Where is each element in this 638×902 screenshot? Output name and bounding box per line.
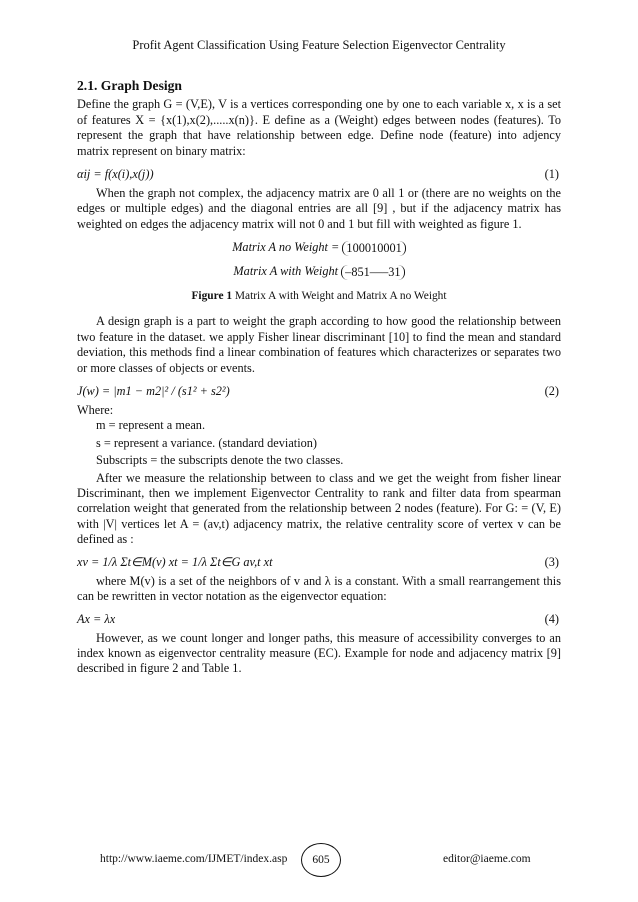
matrix-row <box>383 241 401 256</box>
page-number: 605 <box>301 843 341 877</box>
matrix-row <box>365 241 383 256</box>
matrix-row <box>345 265 363 280</box>
matrix-cell: 1 <box>395 240 402 255</box>
figure-1-text: Matrix A with Weight and Matrix A no Weight <box>232 290 447 302</box>
equation-1-formula: αij = f(x(i),x(j)) <box>77 167 154 182</box>
paragraph-neighbors: where M(v) is a set of the neighbors of v and λ is a constant. With a small rearrangement this can be rewritten in vector notation as the eigenvector equation: <box>77 573 561 604</box>
figure-1-caption <box>77 289 561 304</box>
equation-2-number: (2) <box>544 384 559 399</box>
matrix-cell: – <box>369 264 376 279</box>
matrix-cell: – <box>345 264 352 279</box>
equation-4-formula: Ax = λx <box>77 611 116 626</box>
paragraph-accessibility: However, as we count longer and longer paths, this measure of accessibility converges to an index known as eigenvector centrality measure (EC). Example for node and adjacency matrix [9] described in figure 2 and Table 1. <box>77 630 561 676</box>
matrix-with-weight <box>77 264 561 280</box>
equation-4 <box>77 612 561 631</box>
equation-3 <box>77 555 561 574</box>
equation-4-number: (4) <box>544 611 559 626</box>
matrix-with-weight-grid <box>341 265 404 280</box>
paragraph-design-graph: A design graph is a part to weight the graph according to how good the relationship between two feature in the dataset. we apply Fisher linear discriminant [10] to find the mean and standard deviation, this methods find a linear combination of features which characterizes or separates two or more classes of objects or events. <box>77 314 561 375</box>
section-title: 2.1. Graph Design <box>77 78 182 93</box>
equation-1-number: (1) <box>544 167 559 182</box>
equation-3-number: (3) <box>544 554 559 569</box>
matrix-cell: 1 <box>363 264 370 279</box>
where-list <box>96 418 561 468</box>
paragraph-eigenvector: After we measure the relationship between to class and we get the weight from fisher linear Discriminant, then we implement Eigenvector Centrality to rank and filter data from spearman correlation weight that generated from the relationship between 2 nodes (feature). For G: = (V, E) with |V| vertices let A = (av,t) adjacency matrix, the relative centrality score of vertex v can be defined as : <box>77 470 561 547</box>
matrix-row <box>364 265 382 280</box>
matrix-no-weight-label: Matrix A no Weight = <box>232 240 340 255</box>
footer-url-link[interactable]: http://www.iaeme.com/IJMET/index.asp <box>100 853 288 865</box>
equation-1 <box>77 167 561 186</box>
paragraph-adjacency: When the graph not complex, the adjacency matrix are 0 all 1 or (there are no weights on the edges or multiple edges) and the diagonal entries are all [9] , but if the adjacency matrix has weighted on edges the adjacency matrix will not 0 and 1 but fill with weighted as figure 1. <box>77 186 561 231</box>
matrix-cell: 3 <box>388 264 395 279</box>
matrix-cell: 0 <box>389 240 396 255</box>
matrix-cell: 0 <box>358 240 365 255</box>
matrix-no-weight <box>77 240 561 256</box>
where-label: Where: <box>77 403 114 418</box>
matrix-cell: – <box>382 264 389 279</box>
matrix-cell: 0 <box>383 240 390 255</box>
matrix-cell: 0 <box>377 240 384 255</box>
matrix-row <box>346 241 364 256</box>
matrix-cell: 1 <box>371 240 378 255</box>
matrix-cell: 8 <box>351 264 358 279</box>
matrix-cell: 1 <box>394 264 401 279</box>
figure-1-label: Figure 1 <box>191 290 233 302</box>
footer-email-link[interactable]: editor@iaeme.com <box>443 853 531 865</box>
where-item: m = represent a mean. <box>96 418 206 433</box>
equation-3-formula: xv = 1/λ Σt∈M(v) xt = 1/λ Σt∈G av,t xt <box>77 554 273 569</box>
matrix-row <box>382 265 400 280</box>
equation-2-formula: J(w) = |m1 − m2|² / (s1² + s2²) <box>77 384 230 399</box>
matrix-cell: 1 <box>346 240 353 255</box>
matrix-cell: 5 <box>357 264 364 279</box>
running-header: Profit Agent Classification Using Feature Selection Eigenvector Centrality <box>132 38 506 52</box>
where-item: Subscripts = the subscripts denote the two classes. <box>96 453 344 468</box>
paragraph-graph-definition: Define the graph G = (V,E), V is a vertices corresponding one by one to each variable x, x is a set of features X = {x(1),x(2),.....x(n)}. E define as a (Weight) edges between nodes (features). To represent the graph that have relationship between edge. Define node (feature) into adjency matrix represent on binary matrix: <box>77 97 561 158</box>
matrix-no-weight-grid <box>342 241 405 256</box>
where-item: s = represent a variance. (standard deviation) <box>96 435 318 450</box>
matrix-with-weight-label: Matrix A with Weight <box>233 264 339 279</box>
matrix-cell: 0 <box>352 240 359 255</box>
equation-2 <box>77 384 561 403</box>
page-footer <box>0 843 638 875</box>
matrix-cell: – <box>375 264 383 279</box>
matrix-cell: 0 <box>364 240 372 255</box>
paper-body <box>77 78 561 677</box>
